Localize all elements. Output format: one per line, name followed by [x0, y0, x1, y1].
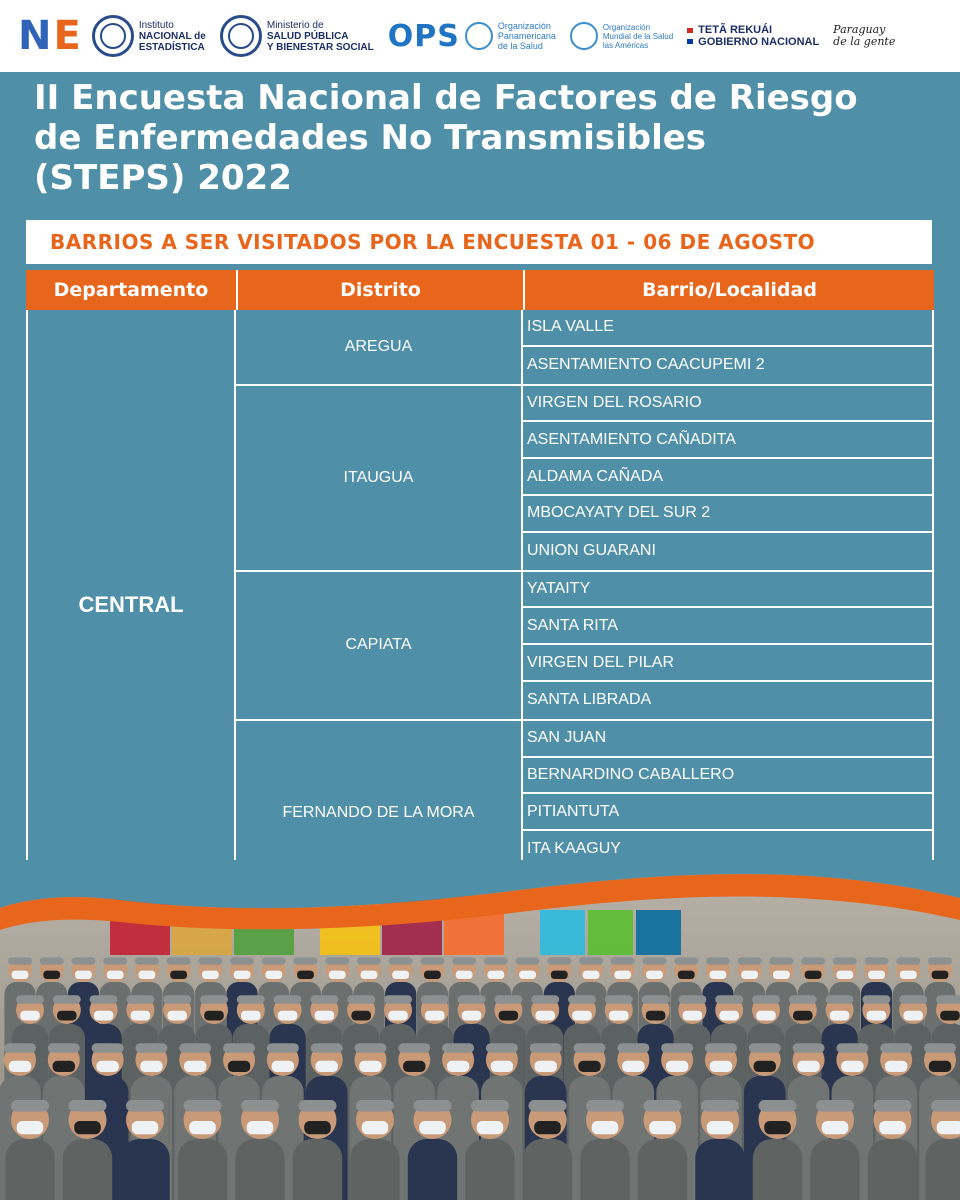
barrio-cell: UNION GUARANI — [527, 542, 656, 560]
barrio-cell: ISLA VALLE — [523, 310, 932, 347]
face-mask — [278, 1011, 298, 1021]
face-mask — [241, 1011, 261, 1021]
cap — [531, 995, 559, 1003]
cap — [579, 957, 603, 964]
cap — [357, 957, 381, 964]
face-mask — [551, 971, 568, 979]
cap — [230, 957, 254, 964]
face-mask — [419, 1121, 446, 1134]
barrio-cell: SAN JUAN — [523, 721, 932, 758]
cap — [547, 957, 571, 964]
barrio-cell: ASENTAMIENTO CAACUPEMI 2 — [527, 356, 765, 374]
cap — [16, 995, 44, 1003]
cap — [198, 957, 222, 964]
cap — [936, 995, 960, 1003]
cap — [752, 995, 780, 1003]
face-mask — [189, 1121, 216, 1134]
face-mask — [741, 971, 758, 979]
face-mask — [297, 971, 314, 979]
gobierno-logo: TETÃ REKUÁI GOBIERNO NACIONAL — [687, 24, 819, 48]
face-mask — [75, 971, 92, 979]
barrio-cell: SANTA LIBRADA — [527, 691, 652, 709]
person-body — [695, 1139, 744, 1200]
cap — [738, 957, 762, 964]
face-mask — [710, 971, 727, 979]
person-body — [408, 1139, 457, 1200]
person-body — [753, 1139, 802, 1200]
face-mask — [315, 1011, 335, 1021]
face-mask — [830, 1011, 850, 1021]
barrio-cell: ITA KAAGUY — [523, 831, 932, 868]
ine-logo: Instituto NACIONAL de ESTADÍSTICA — [92, 15, 206, 57]
cap — [8, 957, 32, 964]
barrios-list — [523, 572, 932, 719]
cap — [793, 1043, 825, 1053]
cap — [310, 995, 338, 1003]
face-mask — [572, 1011, 592, 1021]
cap — [674, 957, 698, 964]
header-distrito: Distrito — [238, 270, 525, 310]
cap — [605, 995, 633, 1003]
table-body — [26, 310, 934, 907]
face-mask — [462, 1011, 482, 1021]
face-mask — [403, 1061, 425, 1072]
face-mask — [534, 1121, 561, 1134]
table-header — [26, 270, 934, 310]
cap — [442, 1043, 474, 1053]
face-mask — [361, 971, 378, 979]
face-mask — [519, 971, 536, 979]
face-mask — [228, 1061, 250, 1072]
logo-bar — [0, 0, 960, 72]
cap — [611, 957, 635, 964]
flag-icon — [687, 28, 693, 44]
cap — [71, 957, 95, 964]
face-mask — [247, 1121, 274, 1134]
person-body — [178, 1139, 227, 1200]
face-mask — [424, 971, 441, 979]
face-mask — [170, 971, 187, 979]
ne-logo: N E — [18, 13, 78, 59]
face-mask — [940, 1011, 960, 1021]
cap — [617, 1043, 649, 1053]
face-mask — [392, 971, 409, 979]
face-mask — [304, 1121, 331, 1134]
face-mask — [487, 971, 504, 979]
cap — [53, 995, 81, 1003]
face-mask — [903, 1011, 923, 1021]
cap — [135, 957, 159, 964]
barrio-cell: SANTA RITA — [523, 608, 932, 645]
cap — [801, 957, 825, 964]
face-mask — [678, 971, 695, 979]
cap — [163, 995, 191, 1003]
barrios-list — [523, 310, 932, 384]
face-mask — [362, 1121, 389, 1134]
face-mask — [132, 1121, 159, 1134]
face-mask — [578, 1061, 600, 1072]
face-mask — [592, 1121, 619, 1134]
person-body — [580, 1139, 629, 1200]
cap — [486, 1043, 518, 1053]
face-mask — [756, 1011, 776, 1021]
face-mask — [131, 1011, 151, 1021]
face-mask — [867, 1011, 887, 1021]
cap — [880, 1043, 912, 1053]
face-mask — [622, 1061, 644, 1072]
face-mask — [929, 1061, 951, 1072]
face-mask — [868, 971, 885, 979]
face-mask — [167, 1011, 187, 1021]
cap — [899, 995, 927, 1003]
ops-logo: OPS Organización Panamericana de la Salud — [387, 18, 556, 54]
cap — [40, 957, 64, 964]
face-mask — [649, 1121, 676, 1134]
face-mask — [535, 1061, 557, 1072]
district-name: CAPIATA — [236, 572, 523, 719]
cap — [179, 1043, 211, 1053]
person-body — [868, 1139, 917, 1200]
districts-column — [236, 310, 932, 905]
face-mask — [646, 1011, 666, 1021]
face-mask — [707, 1121, 734, 1134]
cap — [294, 957, 318, 964]
cap — [874, 1100, 912, 1111]
face-mask — [841, 1061, 863, 1072]
cap — [200, 995, 228, 1003]
cap — [484, 957, 508, 964]
cap — [865, 957, 889, 964]
cap — [586, 1100, 624, 1111]
face-mask — [822, 1121, 849, 1134]
cap — [530, 1043, 562, 1053]
person-body — [350, 1139, 399, 1200]
cap — [896, 957, 920, 964]
cap — [931, 1100, 960, 1111]
face-mask — [9, 1061, 31, 1072]
face-mask — [773, 971, 790, 979]
barrio-cell: PITIANTUTA — [523, 794, 932, 831]
face-mask — [932, 971, 949, 979]
face-mask — [12, 971, 29, 979]
cap — [4, 1043, 36, 1053]
cap — [421, 995, 449, 1003]
cap — [705, 1043, 737, 1053]
face-mask — [456, 971, 473, 979]
face-mask — [793, 1011, 813, 1021]
face-mask — [96, 1061, 118, 1072]
face-mask — [359, 1061, 381, 1072]
person-body — [293, 1139, 342, 1200]
face-mask — [234, 971, 251, 979]
face-mask — [646, 971, 663, 979]
face-mask — [499, 1011, 519, 1021]
face-mask — [329, 971, 346, 979]
barrio-cell: ALDAMA CAÑADA — [523, 459, 932, 496]
cap — [701, 1100, 739, 1111]
cap — [661, 1043, 693, 1053]
cap — [494, 995, 522, 1003]
cap — [103, 957, 127, 964]
district-row — [236, 386, 932, 572]
cap — [706, 957, 730, 964]
district-name: FERNANDO DE LA MORA — [236, 721, 523, 905]
face-mask — [885, 1061, 907, 1072]
face-mask — [583, 971, 600, 979]
person-body — [925, 1139, 960, 1200]
cap — [458, 995, 486, 1003]
face-mask — [719, 1011, 739, 1021]
person-body — [465, 1139, 514, 1200]
barrio-cell: MBOCAYATY DEL SUR 2 — [523, 496, 932, 533]
face-mask — [710, 1061, 732, 1072]
cap — [48, 1043, 80, 1053]
face-mask — [491, 1061, 513, 1072]
cap — [471, 1100, 509, 1111]
face-mask — [388, 1011, 408, 1021]
person-body — [638, 1139, 687, 1200]
person-body — [120, 1139, 169, 1200]
face-mask — [20, 1011, 40, 1021]
face-mask — [805, 971, 822, 979]
group-photo — [0, 860, 960, 1200]
who-emblem-icon — [570, 22, 598, 50]
barrio-cell: VIRGEN DEL ROSARIO — [523, 386, 932, 423]
cap — [354, 1043, 386, 1053]
cap — [126, 1100, 164, 1111]
face-mask — [140, 1061, 162, 1072]
person-body — [5, 1139, 54, 1200]
cap — [833, 957, 857, 964]
cap — [924, 1043, 956, 1053]
seal-icon — [92, 15, 134, 57]
barrios-table — [26, 270, 934, 907]
globe-icon — [465, 22, 493, 50]
barrio-cell: VIRGEN DEL PILAR — [523, 645, 932, 682]
face-mask — [204, 1011, 224, 1021]
district-name: ITAUGUA — [236, 386, 523, 570]
cap — [715, 995, 743, 1003]
cap — [184, 1100, 222, 1111]
header-barrio: Barrio/Localidad — [642, 279, 817, 301]
cap — [516, 957, 540, 964]
face-mask — [425, 1011, 445, 1021]
barrio-cell: BERNARDINO CABALLERO — [523, 758, 932, 795]
cap — [574, 1043, 606, 1053]
cap — [642, 995, 670, 1003]
face-mask — [43, 971, 60, 979]
cap — [759, 1100, 797, 1111]
face-mask — [447, 1061, 469, 1072]
person-body — [810, 1139, 859, 1200]
face-mask — [879, 1121, 906, 1134]
face-mask — [900, 971, 917, 979]
person-body — [523, 1139, 572, 1200]
cap — [237, 995, 265, 1003]
face-mask — [202, 971, 219, 979]
district-name: AREGUA — [236, 310, 523, 384]
face-mask — [17, 1121, 44, 1134]
cap — [862, 995, 890, 1003]
cap — [644, 1100, 682, 1111]
cap — [90, 995, 118, 1003]
face-mask — [836, 971, 853, 979]
face-mask — [265, 971, 282, 979]
cap — [928, 957, 952, 964]
cap — [167, 957, 191, 964]
cap — [398, 1043, 430, 1053]
cap — [356, 1100, 394, 1111]
cap — [749, 1043, 781, 1053]
cap — [347, 995, 375, 1003]
subtitle-text: BARRIOS A SER VISITADOS POR LA ENCUESTA 01 - 06 DE AGOSTO — [50, 230, 816, 254]
face-mask — [57, 1011, 77, 1021]
face-mask — [764, 1121, 791, 1134]
face-mask — [107, 971, 124, 979]
person-body — [63, 1139, 112, 1200]
cap — [11, 1100, 49, 1111]
cap — [135, 1043, 167, 1053]
cap — [414, 1100, 452, 1111]
barrios-list — [523, 386, 932, 570]
cap — [274, 995, 302, 1003]
cap — [816, 1100, 854, 1111]
person-body — [235, 1139, 284, 1200]
cap — [241, 1100, 279, 1111]
cap — [92, 1043, 124, 1053]
district-row — [236, 572, 932, 721]
cap — [420, 957, 444, 964]
cap — [223, 1043, 255, 1053]
face-mask — [53, 1061, 75, 1072]
barrio-cell: ASENTAMIENTO CAÑADITA — [523, 422, 932, 459]
cap — [678, 995, 706, 1003]
face-mask — [315, 1061, 337, 1072]
header-departamento: Departamento — [26, 270, 238, 310]
cap — [568, 995, 596, 1003]
departamento-cell: CENTRAL — [28, 310, 236, 900]
face-mask — [535, 1011, 555, 1021]
cap — [384, 995, 412, 1003]
cap — [311, 1043, 343, 1053]
cap — [529, 1100, 567, 1111]
face-mask — [94, 1011, 114, 1021]
face-mask — [937, 1121, 960, 1134]
cap — [69, 1100, 107, 1111]
cap — [642, 957, 666, 964]
barrio-cell: YATAITY — [523, 572, 932, 609]
face-mask — [683, 1011, 703, 1021]
cap — [325, 957, 349, 964]
face-mask — [754, 1061, 776, 1072]
face-mask — [272, 1061, 294, 1072]
cap — [299, 1100, 337, 1111]
ministerio-logo: Ministerio de SALUD PÚBLICA Y BIENESTAR SOCIAL — [220, 15, 374, 57]
face-mask — [614, 971, 631, 979]
cap — [769, 957, 793, 964]
subtitle-banner — [26, 220, 932, 264]
cap — [452, 957, 476, 964]
cap — [389, 957, 413, 964]
face-mask — [666, 1061, 688, 1072]
page-title: II Encuesta Nacional de Factores de Riesgo de Enfermedades No Transmisibles (STEPS) 2022 — [34, 78, 858, 198]
oms-logo: Organización Mundial de la Salud las Américas — [570, 22, 673, 50]
group-photo-image — [0, 860, 960, 1200]
cap — [826, 995, 854, 1003]
face-mask — [797, 1061, 819, 1072]
face-mask — [477, 1121, 504, 1134]
seal-icon — [220, 15, 262, 57]
cap — [126, 995, 154, 1003]
district-row — [236, 310, 932, 386]
cap — [267, 1043, 299, 1053]
face-mask — [184, 1061, 206, 1072]
face-mask — [138, 971, 155, 979]
cap — [262, 957, 286, 964]
face-mask — [609, 1011, 629, 1021]
face-mask — [351, 1011, 371, 1021]
face-mask — [74, 1121, 101, 1134]
cap — [789, 995, 817, 1003]
paraguay-de-la-gente-logo: Paraguay de la gente — [833, 23, 896, 48]
cap — [836, 1043, 868, 1053]
